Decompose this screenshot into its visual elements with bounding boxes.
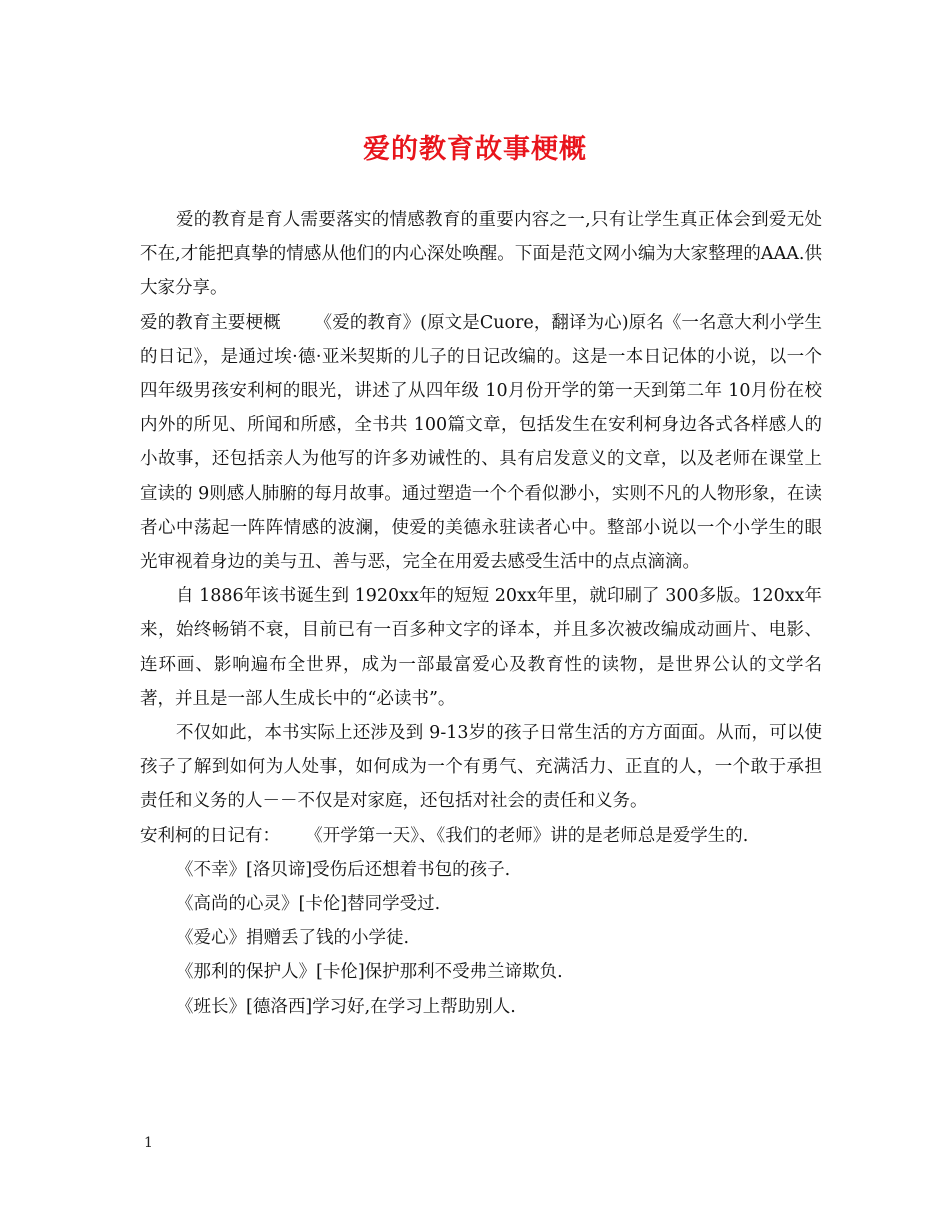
page-number: 1 [144, 1135, 153, 1151]
diary-item: 《高尚的心灵》[卡伦]替同学受过. [176, 894, 441, 915]
diary-item: 《班长》[德洛西]学习好,在学习上帮助别人. [176, 996, 516, 1017]
diary-item: 《不幸》[洛贝谛]受伤后还想着书包的孩子. [176, 859, 511, 880]
diary-list-paragraph [140, 819, 822, 853]
diary-list-label: 安利柯的日记有： [140, 825, 280, 846]
diary-item: 《爱心》捐赠丢了钱的小学徒. [176, 928, 410, 949]
summary-text: 《爱的教育》(原文是Cuore，翻译为心)原名《一名意大利小学生的日记》，是通过埃·德·亚米契斯的儿子的日记改编的。这是一本日记体的小说，以一个四年级男孩安利柯的眼光，讲述了从四年级 10月份开学的第一天到第二年 10月份在校内外的所见、所闻和所感，全书共 100篇文章，包括发生在安利柯身边各式各样感人的小故事，还包括亲人为他写的许多劝诫性的、具有启发意义的文章，以及老师在课堂上宣读的 9则感人肺腑的每月故事。通过塑造一个个看似渺小，实则不凡的人物形象，在读者心中荡起一阵阵情感的波澜，使爱的美德永驻读者心中。整部小说以一个小学生的眼光审视着身边的美与丑、善与恶，完全在用爱去感受生活中的点点滴滴。 [140, 312, 822, 573]
intro-paragraph: 爱的教育是育人需要落实的情感教育的重要内容之一,只有让学生真正体会到爱无处不在,才能把真挚的情感从他们的内心深处唤醒。下面是范文网小编为大家整理的AAA.供大家分享。 [140, 210, 822, 299]
summary-label: 爱的教育主要梗概 [140, 312, 281, 333]
document-body [140, 203, 822, 1024]
summary-paragraph [140, 306, 822, 580]
significance-paragraph: 不仅如此，本书实际上还涉及到 9-13岁的孩子日常生活的方方面面。从而，可以使孩子了解到如何为人处事，如何成为一个有勇气、充满活力、正直的人，一个敢于承担责任和义务的人－－不仅是对家庭，还包括对社会的责任和义务。 [140, 723, 822, 812]
document-title: 爱的教育故事梗概 [363, 134, 587, 165]
diary-list-first: 《开学第一天》、《我们的老师》讲的是老师总是爱学生的. [314, 825, 749, 846]
publication-paragraph: 自 1886年该书诞生到 1920xx年的短短 20xx年里，就印刷了 300多版。120xx年来，始终畅销不衰，目前已有一百多种文字的译本，并且多次被改编成动画片、电影、连环画、影响遍布全世界，成为一部最富爱心及教育性的读物，是世界公认的文学名著，并且是一部人生成长中的“必读书”。 [140, 586, 822, 709]
diary-item: 《那利的保护人》[卡伦]保护那利不受弗兰谛欺负. [176, 962, 563, 983]
